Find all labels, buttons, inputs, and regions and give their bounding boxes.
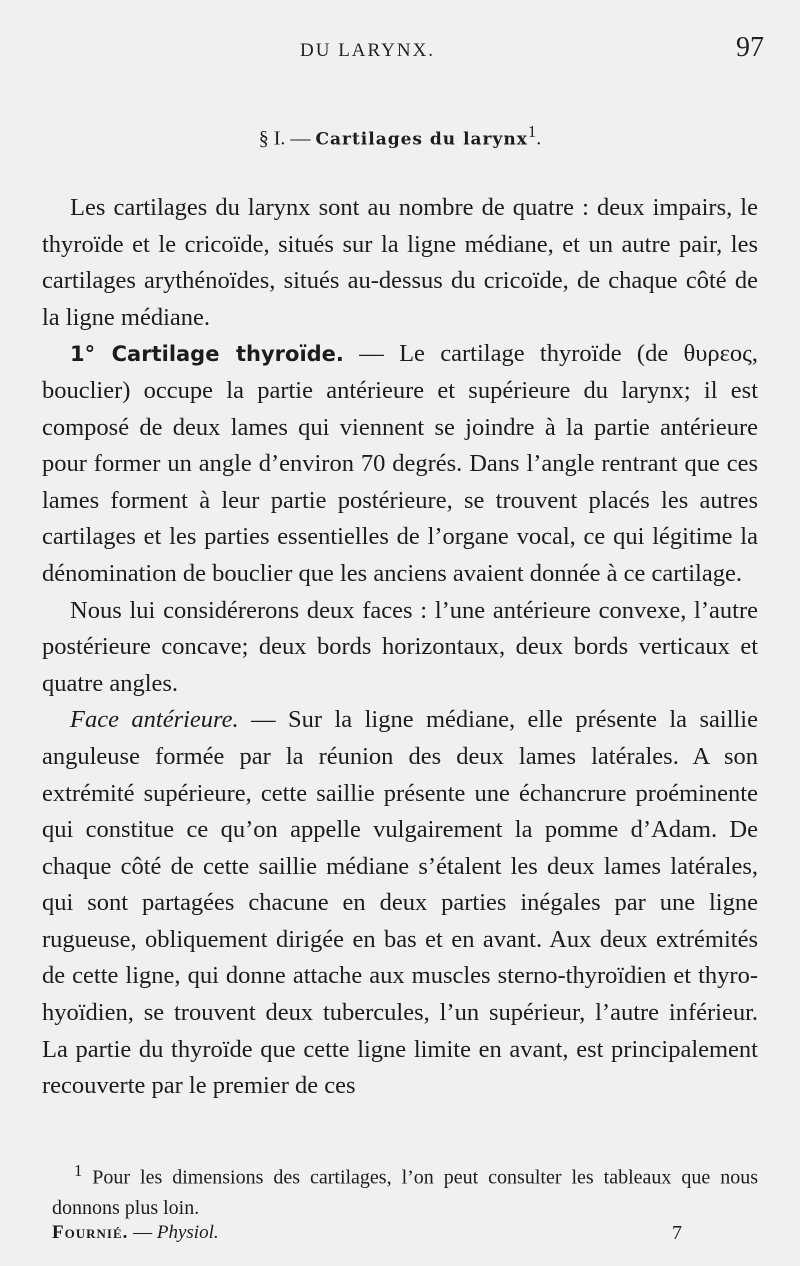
footnote-reference: 1 xyxy=(527,122,537,141)
page-number: 97 xyxy=(736,32,764,63)
footnote-text: Pour les dimensions des cartilages, l’on peut consulter les tableaux que nous donnons plus loin. xyxy=(52,1166,758,1219)
anterior-face-heading: Face antérieure. xyxy=(70,706,239,734)
section-title-period: . xyxy=(536,127,542,150)
paragraph-intro: Les cartilages du larynx sont au nombre de quatre : deux impairs, le thyroïde et le cricoïde, situés sur la ligne médiane, et un autre pair, les cartilages arythénoïdes, situés au-dessus du cricoïde, de chaque côté de la ligne médiane. xyxy=(42,194,758,331)
anterior-face-text: — Sur la ligne médiane, elle présente la saillie anguleuse formée par la réunion des deux lames latérales. A son extrémité supérieure, cette saillie présente une échancrure proéminente qui constitue ce qu’on appelle vulgairement la pomme d’Adam. De chaque côté de cette saillie médiane s’étalent les deux lames latérales, qui sont partagées chacune en deux parties inégales par une ligne rugueuse, obliquement dirigée en bas et en avant. Aux deux extrémités de cette ligne, qui donne attache aux muscles sterno-thyroïdien et thyro-hyoïdien, se trouvent deux tubercules, l’un supérieur, l’autre inférieur. La partie du thyroïde que cette ligne limite en avant, est principalement recouverte par le premier de ces xyxy=(42,706,758,1100)
section-number: § I. — xyxy=(258,127,316,150)
running-head: DU LARYNX. xyxy=(300,40,436,61)
section-heading: Cartilages du larynx xyxy=(315,129,528,150)
footnote-mark: 1 xyxy=(74,1161,83,1180)
thyroid-text: — Le cartilage thyroïde (de θυρεος, bouclier) occupe la partie antérieure et supérieure du larynx; il est composé de deux lames qui viennent se joindre à la partie antérieure pour former un angle d’environ 70 degrés. Dans l’angle rentrant que ces lames forment à leur partie postérieure, se trouvent placés les autres cartilages et les parties essentielles de l’organe vocal, ce qui légitime la dénomination de bouclier que les anciens avaient donnée à ce cartilage. xyxy=(42,340,758,587)
footer-work: Physiol. xyxy=(156,1222,219,1243)
footnote xyxy=(52,1156,758,1223)
paragraph-anterior-face xyxy=(42,702,758,1105)
page-footer xyxy=(52,1222,752,1252)
page-header xyxy=(0,30,800,70)
paragraph-faces: Nous lui considérerons deux faces : l’une antérieure convexe, l’autre postérieure concave; deux bords horizontaux, deux bords verticaux et quatre angles. xyxy=(42,596,758,697)
paragraph-thyroid xyxy=(42,336,758,592)
body-text xyxy=(42,190,758,1105)
footnote-paragraph xyxy=(52,1156,758,1223)
section-title xyxy=(0,122,800,151)
thyroid-heading: 1° Cartilage thyroïde. xyxy=(70,342,344,367)
signature-mark: 7 xyxy=(672,1222,682,1244)
footer-author: Fournié. xyxy=(52,1222,129,1243)
footer-separator: — xyxy=(128,1222,157,1243)
